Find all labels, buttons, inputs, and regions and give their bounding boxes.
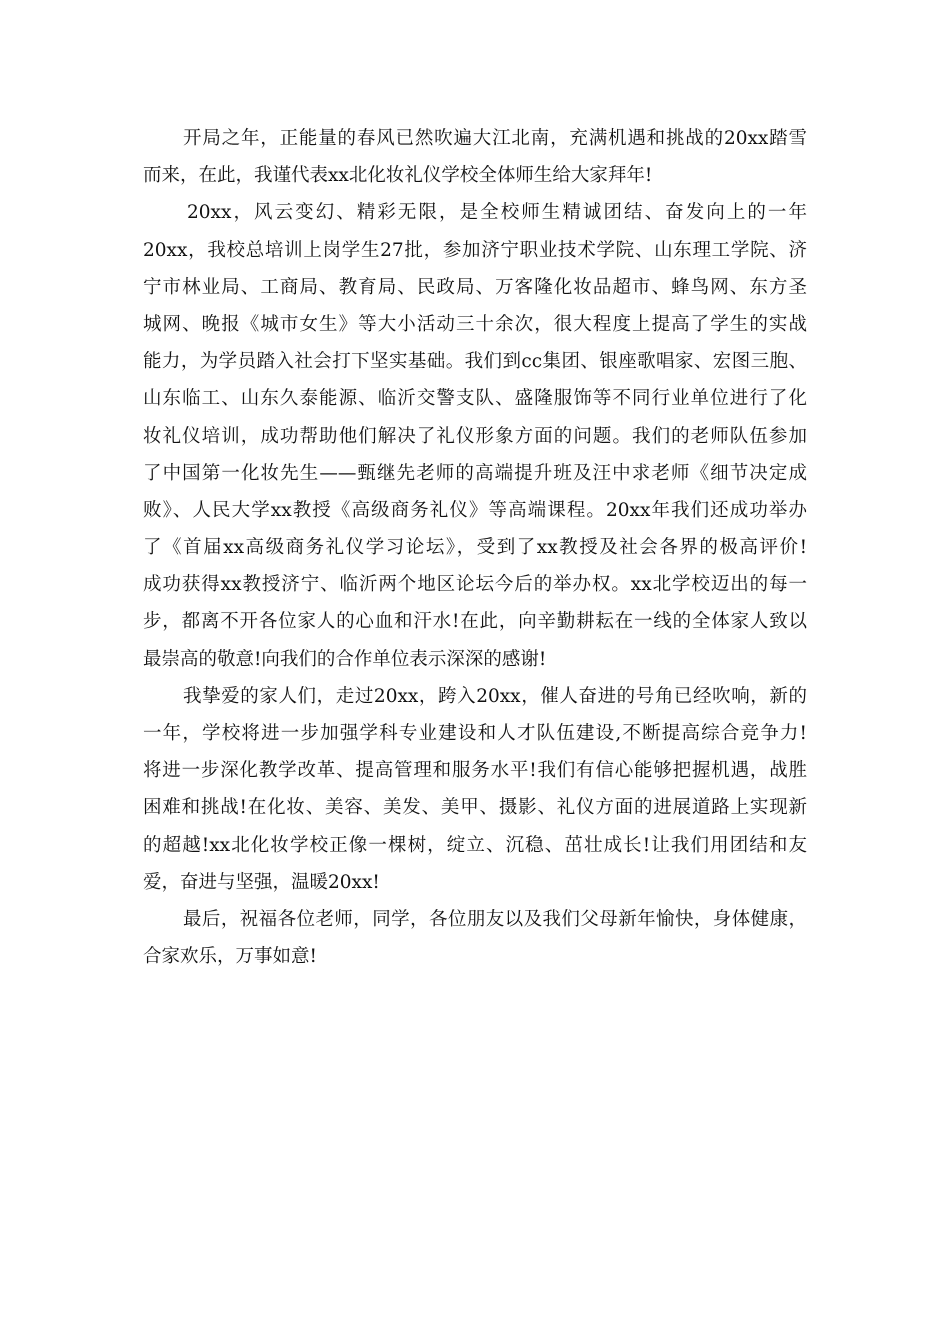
text-line: 成功获得xx教授济宁、临沂两个地区论坛今后的举办权。xx北学校迈出的每一 (143, 574, 807, 596)
text-line: 了《首届xx高级商务礼仪学习论坛》，受到了xx教授及社会各界的极高评价! (143, 537, 807, 559)
text-line: 了中国第一化妆先生——甄继先老师的高端提升班及汪中求老师《细节决定成 (143, 462, 807, 484)
text-line: 合家欢乐，万事如意! (143, 946, 317, 968)
text-line: 而来，在此，我谨代表xx北化妆礼仪学校全体师生给大家拜年! (143, 165, 653, 187)
text-line: 妆礼仪培训，成功帮助他们解决了礼仪形象方面的问题。我们的老师队伍参加 (143, 425, 807, 447)
text-line: 20xx，风云变幻、精彩无限，是全校师生精诚团结、奋发向上的一年 (187, 202, 807, 224)
text-line: 最崇高的敬意!向我们的合作单位表示深深的感谢! (143, 648, 547, 670)
text-line: 败》、人民大学xx教授《高级商务礼仪》等高端课程。20xx年我们还成功举办 (143, 499, 807, 521)
text-line: 一年，学校将进一步加强学科专业建设和人才队伍建设,不断提高综合竞争力! (143, 723, 807, 744)
text-line: 我挚爱的家人们，走过20xx，跨入20xx，催人奋进的号角已经吹响，新的 (183, 685, 807, 707)
paragraph-opening (143, 120, 807, 194)
text-line: 将进一步深化教学改革、提高管理和服务水平!我们有信心能够把握机遇，战胜 (143, 760, 807, 782)
text-line: 爱，奋进与坚强，温暖20xx! (143, 871, 380, 893)
text-line: 能力，为学员踏入社会打下坚实基础。我们到cc集团、银座歌唱家、宏图三胞、 (143, 351, 807, 373)
paragraph-closing (143, 901, 807, 975)
text-line: 城网、晚报《城市女生》等大小活动三十余次，很大程度上提高了学生的实战 (143, 313, 807, 335)
document-body (143, 120, 807, 975)
text-line: 20xx，我校总培训上岗学生27批，参加济宁职业技术学院、山东理工学院、济 (143, 239, 807, 261)
text-line: 困难和挑战!在化妆、美容、美发、美甲、摄影、礼仪方面的进展道路上实现新 (143, 797, 807, 819)
text-line: 最后，祝福各位老师，同学，各位朋友以及我们父母新年愉快，身体健康， (183, 908, 807, 930)
text-line: 的超越!xx北化妆学校正像一棵树，绽立、沉稳、茁壮成长!让我们用团结和友 (143, 834, 807, 856)
text-line: 开局之年，正能量的春风已然吹遍大江北南，充满机遇和挑战的20xx踏雪 (183, 128, 807, 149)
text-line: 步，都离不开各位家人的心血和汗水!在此，向辛勤耕耘在一线的全体家人致以 (143, 611, 807, 633)
text-line: 宁市林业局、工商局、教育局、民政局、万客隆化妆品超市、蜂鸟网、东方圣 (143, 276, 807, 298)
paragraph-outlook (143, 678, 807, 901)
paragraph-review (143, 194, 807, 677)
text-line: 山东临工、山东久泰能源、临沂交警支队、盛隆服饰等不同行业单位进行了化 (143, 388, 807, 410)
